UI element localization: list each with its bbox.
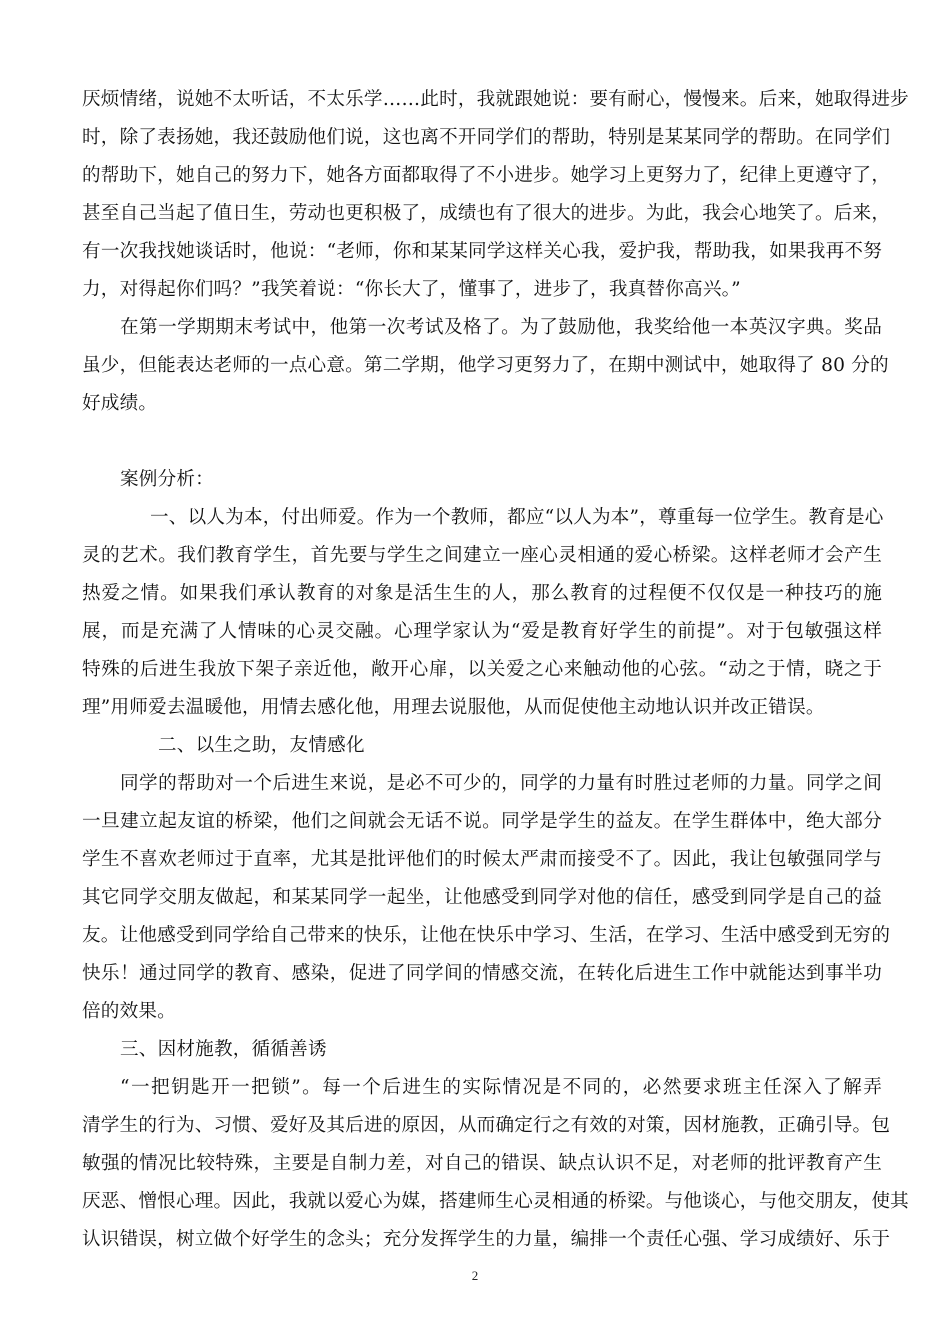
paragraph-line: 学生不喜欢老师过于直率，尤其是批评他们的时候太严肃而接受不了。因此，我让包敏强同学与	[82, 849, 882, 870]
section-heading: 三、因材施教，循循善诱	[120, 1039, 327, 1060]
paragraph-line: 的帮助下，她自己的努力下，她各方面都取得了不小进步。她学习上更努力了，纪律上更遵守了，	[82, 165, 891, 186]
paragraph-line: 虽少，但能表达老师的一点心意。第二学期，他学习更努力了，在期中测试中，她取得了 80 分的	[82, 355, 889, 376]
paragraph-line: 厌恶、憎恨心理。因此，我就以爱心为媒，搭建师生心灵相通的桥梁。与他谈心，与他交朋友，使其	[82, 1191, 909, 1212]
paragraph-line: 清学生的行为、习惯、爱好及其后进的原因，从而确定行之有效的对策，因材施教，正确引导。包	[82, 1115, 891, 1136]
section-heading: 案例分析：	[120, 469, 214, 490]
paragraph-line: 一旦建立起友谊的桥梁，他们之间就会无话不说。同学是学生的益友。在学生群体中，绝大部分	[82, 811, 882, 832]
paragraph-line: 力，对得起你们吗？”我笑着说：“你长大了，懂事了，进步了，我真替你高兴。”	[82, 279, 741, 300]
paragraph-line: 快乐！通过同学的教育、感染，促进了同学间的情感交流，在转化后进生工作中就能达到事半功	[82, 963, 882, 984]
paragraph-line: 在第一学期期末考试中，他第一次考试及格了。为了鼓励他，我奖给他一本英汉字典。奖品	[120, 317, 882, 338]
section-heading: 二、以生之助，友情感化	[158, 735, 365, 756]
paragraph-line: 有一次我找她谈话时，他说：“老师，你和某某同学这样关心我，爱护我，帮助我，如果我再不努	[82, 241, 882, 262]
paragraph-line: 时，除了表扬她，我还鼓励他们说，这也离不开同学们的帮助，特别是某某同学的帮助。在同学们	[82, 127, 891, 148]
paragraph-line: 厌烦情绪，说她不太听话，不太乐学……此时，我就跟她说：要有耐心，慢慢来。后来，她取得进步	[82, 89, 909, 110]
paragraph-line: 认识错误，树立做个好学生的念头；充分发挥学生的力量，编排一个责任心强、学习成绩好、乐于	[82, 1229, 891, 1250]
paragraph-line: 友。让他感受到同学给自己带来的快乐，让他在快乐中学习、生活，在学习、生活中感受到无穷的	[82, 925, 891, 946]
page-number: 2	[471, 1268, 479, 1283]
paragraph-line: 特殊的后进生我放下架子亲近他，敞开心扉，以关爱之心来触动他的心弦。“动之于情，晓之于	[82, 659, 882, 680]
paragraph-line: 敏强的情况比较特殊，主要是自制力差，对自己的错误、缺点认识不足，对老师的批评教育产生	[82, 1153, 882, 1174]
paragraph-line: 其它同学交朋友做起，和某某同学一起坐，让他感受到同学对他的信任，感受到同学是自己的益	[82, 887, 882, 908]
paragraph-line: 灵的艺术。我们教育学生，首先要与学生之间建立一座心灵相通的爱心桥梁。这样老师才会产生	[82, 545, 882, 566]
paragraph-line: 甚至自己当起了值日生，劳动也更积极了，成绩也有了很大的进步。为此，我会心地笑了。后来，	[82, 203, 891, 224]
paragraph-line: 同学的帮助对一个后进生来说，是必不可少的，同学的力量有时胜过老师的力量。同学之间	[120, 773, 882, 794]
paragraph-line: 热爱之情。如果我们承认教育的对象是活生生的人，那么教育的过程便不仅仅是一种技巧的施	[82, 583, 882, 604]
paragraph-line: 倍的效果。	[82, 1001, 176, 1022]
paragraph-line: “一把钥匙开一把锁”。每一个后进生的实际情况是不同的，必然要求班主任深入了解弄	[120, 1077, 882, 1098]
paragraph-line: 一、以人为本，付出师爱。作为一个教师，都应“以人为本”，尊重每一位学生。教育是心	[150, 507, 884, 528]
paragraph-line: 展，而是充满了人情味的心灵交融。心理学家认为“爱是教育好学生的前提”。对于包敏强这样	[82, 621, 882, 642]
paragraph-line: 好成绩。	[82, 393, 158, 414]
paragraph-line: 理”用师爱去温暖他，用情去感化他，用理去说服他，从而促使他主动地认识并改正错误。	[82, 697, 825, 718]
